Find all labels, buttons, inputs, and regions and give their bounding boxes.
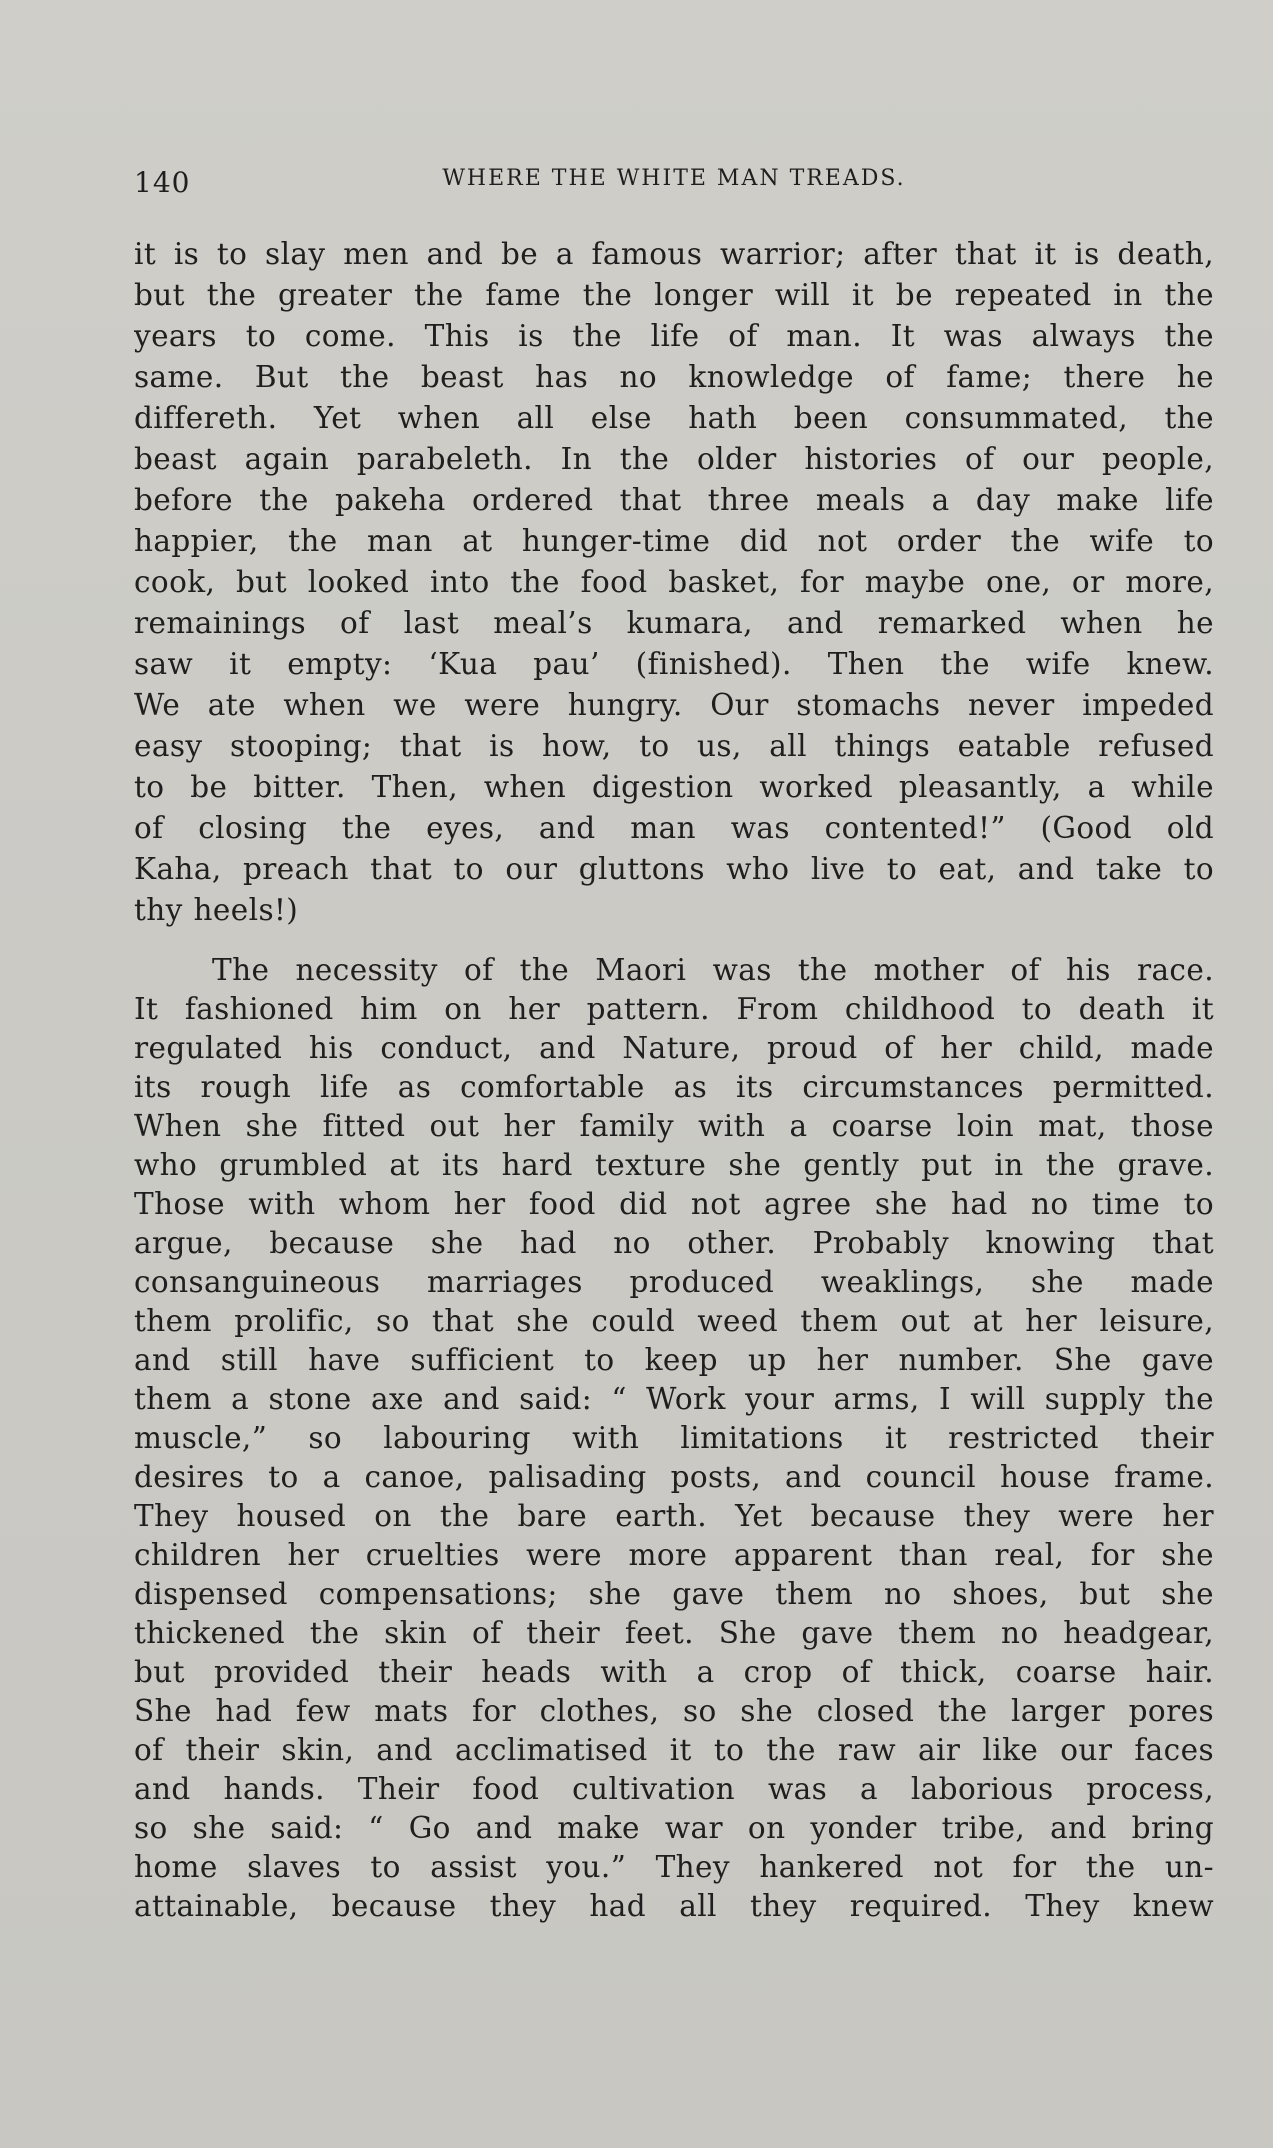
text-line: Kaha, preach that to our gluttons who live to eat, and take to [134,852,1214,886]
text-line: its rough life as comfortable as its circumstances permitted. [134,1070,1214,1104]
text-line: before the pakeha ordered that three meals a day make life [134,483,1214,517]
text-line: of closing the eyes, and man was contented!” (Good old [134,811,1214,845]
text-line: home slaves to assist you.” They hankered not for the un- [134,1850,1214,1884]
text-line: them a stone axe and said: “ Work your arms, I will supply the [134,1382,1214,1416]
text-line: saw it empty: ‘Kua pau’ (finished). Then the wife knew. [134,647,1214,681]
text-line: remainings of last meal’s kumara, and remarked when he [134,606,1214,640]
text-line: consanguineous marriages produced weaklings, she made [134,1265,1214,1299]
text-line: but provided their heads with a crop of thick, coarse hair. [134,1655,1214,1689]
text-line: muscle,” so labouring with limitations it restricted their [134,1421,1214,1455]
paragraph-1 [134,234,1214,931]
text-line: attainable, because they had all they required. They knew [134,1889,1214,1923]
text-line: desires to a canoe, palisading posts, and council house frame. [134,1460,1214,1494]
text-line: regulated his conduct, and Nature, proud of her child, made [134,1031,1214,1065]
text-line: dispensed compensations; she gave them no shoes, but she [134,1577,1214,1611]
text-line: thickened the skin of their feet. She gave them no headgear, [134,1616,1214,1650]
text-line: Those with whom her food did not agree she had no time to [134,1187,1214,1221]
text-line: argue, because she had no other. Probably knowing that [134,1226,1214,1260]
text-line: and hands. Their food cultivation was a laborious process, [134,1772,1214,1806]
text-line: them prolific, so that she could weed them out at her leisure, [134,1304,1214,1338]
body-text [134,234,1214,1926]
text-line: it is to slay men and be a famous warrior; after that it is death, [134,237,1214,271]
text-line: beast again parabeleth. In the older histories of our people, [134,442,1214,476]
text-line: children her cruelties were more apparent than real, for she [134,1538,1214,1572]
text-line: It fashioned him on her pattern. From childhood to death it [134,992,1214,1026]
text-line: differeth. Yet when all else hath been consummated, the [134,401,1214,435]
text-line: but the greater the fame the longer will it be repeated in the [134,278,1214,312]
text-line: so she said: “ Go and make war on yonder tribe, and bring [134,1811,1214,1845]
text-line: who grumbled at its hard texture she gently put in the grave. [134,1148,1214,1182]
text-line: They housed on the bare earth. Yet because they were her [134,1499,1214,1533]
text-line: She had few mats for clothes, so she closed the larger pores [134,1694,1214,1728]
text-line: easy stooping; that is how, to us, all things eatable refused [134,729,1214,763]
paragraph-2 [134,951,1214,1926]
text-line: to be bitter. Then, when digestion worked pleasantly, a while [134,770,1214,804]
text-line: cook, but looked into the food basket, for maybe one, or more, [134,565,1214,599]
text-line: happier, the man at hunger-time did not order the wife to [134,524,1214,558]
running-title: WHERE THE WHITE MAN TREADS. [442,166,906,191]
text-line: years to come. This is the life of man. It was always the [134,319,1214,353]
page-header [134,160,1214,204]
text-line: When she fitted out her family with a coarse loin mat, those [134,1109,1214,1143]
text-line: thy heels!) [134,893,299,927]
page-number: 140 [134,166,191,199]
text-line: and still have sufficient to keep up her number. She gave [134,1343,1214,1377]
text-line: of their skin, and acclimatised it to the raw air like our faces [134,1733,1214,1767]
text-line: We ate when we were hungry. Our stomachs never impeded [134,688,1214,722]
text-line: same. But the beast has no knowledge of fame; there he [134,360,1214,394]
text-line: The necessity of the Maori was the mother of his race. [212,953,1214,987]
